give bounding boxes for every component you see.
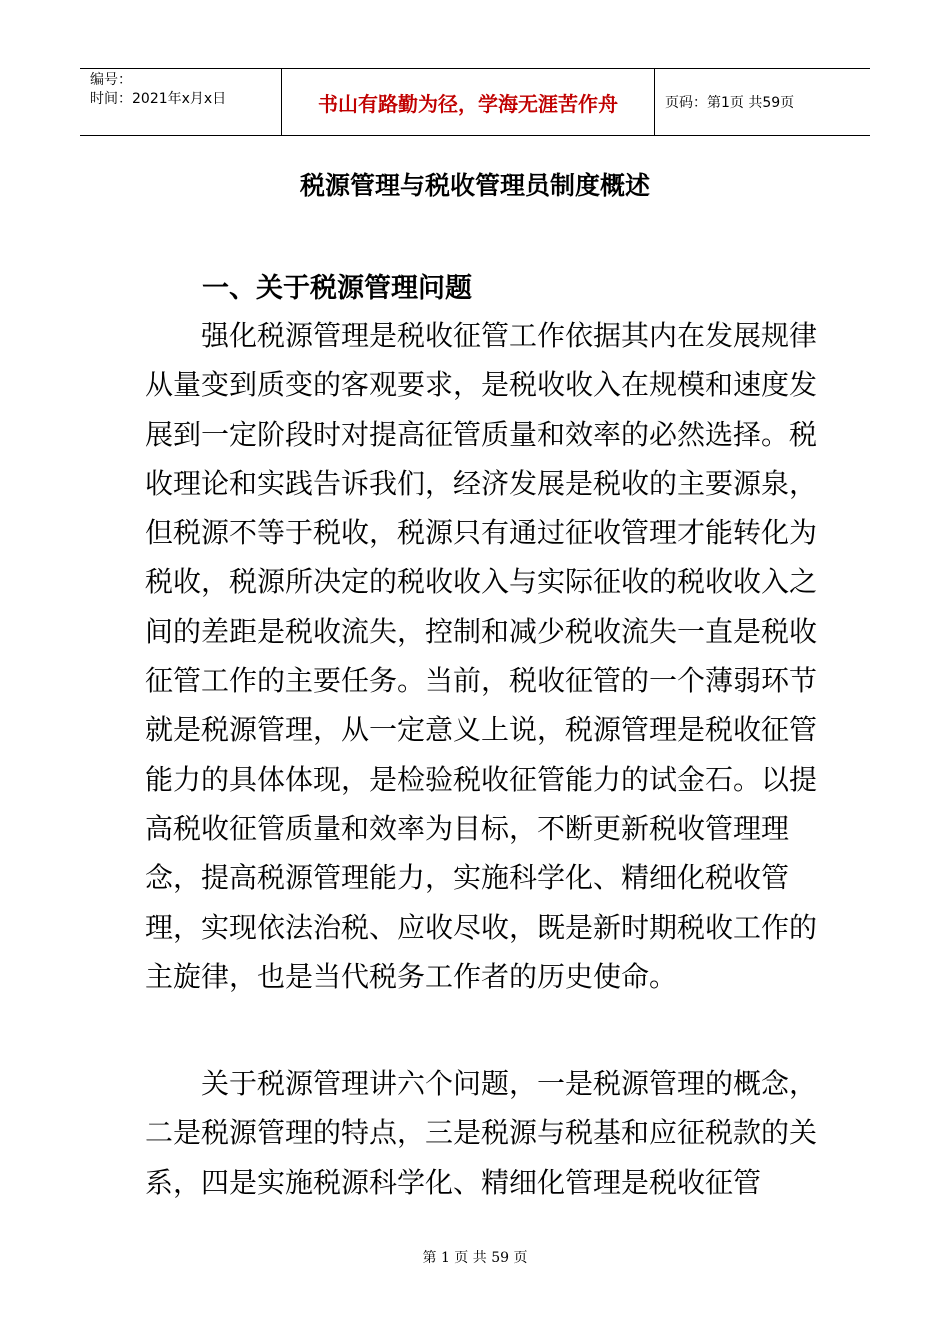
document-date: 时间：2021年x月x日 [90,91,227,107]
body-paragraph-2 [145,1059,825,1207]
page-header [80,68,870,136]
header-motto: 书山有路勤为径，学海无涯苦作舟 [282,69,655,135]
header-page-info: 页码：第1页 共59页 [665,95,795,111]
header-meta [80,69,282,135]
section-heading: 一、关于税源管理问题 [202,273,472,304]
paragraph-text: 强化税源管理是税收征管工作依据其内在发展规律从量变到质变的客观要求，是税收收入在规模和速度发展到一定阶段时对提高征管质量和效率的必然选择。税收理论和实践告诉我们，经济发展是税收的主要源泉，但税源不等于税收，税源只有通过征收管理才能转化为税收，税源所决定的税收收入与实际征收的税收收入之间的差距是税收流失，控制和减少税收流失一直是税收征管工作的主要任务。当前，税收征管的一个薄弱环节就是税源管理，从一定意义上说，税源管理是税收征管能力的具体体现，是检验税收征管能力的试金石。以提高税收征管质量和效率为目标，不断更新税收管理理念，提高税源管理能力，实施科学化、精细化税收管理，实现依法治税、应收尽收，既是新时期税收工作的主旋律，也是当代税务工作者的历史使命。 [145,319,818,993]
page-footer: 第 1 页 共 59 页 [422,1250,528,1266]
body-paragraph-1 [145,311,825,1001]
paragraph-text: 关于税源管理讲六个问题，一是税源管理的概念，二是税源管理的特点，三是税源与税基和应征税款的关系，四是实施税源科学化、精细化管理是税收征管 [145,1067,818,1199]
document-number-label: 编号： [90,72,132,88]
document-title: 税源管理与税收管理员制度概述 [299,171,650,200]
